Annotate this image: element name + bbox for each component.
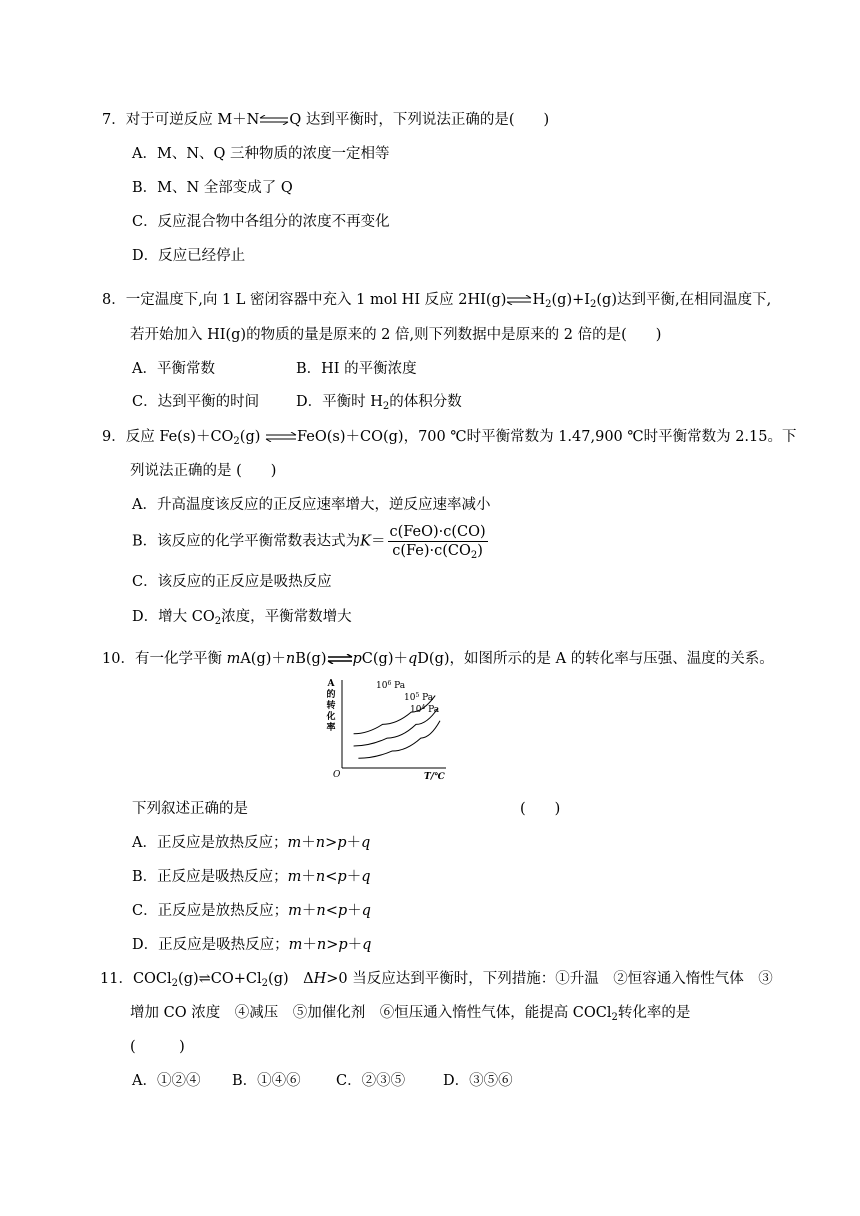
equilibrium-arrow-icon [506,295,532,305]
series-label-2: $10^5$ Pa [404,692,434,703]
conversion-rate-chart [322,678,462,784]
y-axis-label-char: 的 [326,690,336,700]
equilibrium-arrow-icon [265,432,297,442]
q8-option-b: B．HI 的平衡浓度 [296,361,417,377]
q7-option-a: A．M、N、Q 三种物质的浓度一定相等 [132,146,390,162]
y-axis-label-char: 化 [326,712,336,722]
q11-option-d: D．③⑤⑥ [443,1073,513,1089]
q8-stem: 8．一定温度下,向 1 L 密闭容器中充入 1 mol HI 反应 2HI(g) $H_2(g)+I_2(g)$达到平衡,在相同温度下, [102,292,772,310]
q10-prompt: 下列叙述正确的是 [132,801,248,817]
q9-stem-line2: 列说法正确的是 ( ) [130,463,277,479]
q7-option-b: B．M、N 全部变成了 Q [132,180,293,196]
equilibrium-arrow-icon [259,115,289,125]
series-layer [354,680,440,758]
q10-option-b: B．正反应是吸热反应；m＋n<p＋q [132,869,371,885]
y-axis-label [325,679,335,733]
equilibrium-constant-fraction: $\frac{\text{c(FeO)·c(CO)}}{c(Fe)\cdot c(CO_2)}$ [389,524,486,561]
series-line-3 [358,721,440,758]
q10-answer-blank: ( ) [520,801,561,817]
q8-stem-line2: 若开始加入 HI(g)的物质的量是原来的 2 倍,则下列数据中是原来的 2 倍的是( ) [130,327,662,343]
q9-stem: 9．反应 $Fe(s)+CO_2(g)$ FeO(s)＋CO(g)，700 ℃时平衡常数为 1.47,900 ℃时平衡常数为 2.15。下 [102,429,797,447]
q8-option-a: A．平衡常数 [132,361,215,377]
q7-stem: 7．对于可逆反应 M＋N Q 达到平衡时，下列说法正确的是( ) [102,112,550,128]
q9-option-d: D．增大 $CO_2$浓度，平衡常数增大 [132,609,352,627]
equilibrium-arrow-icon [327,654,353,664]
q9-option-c: C．该反应的正反应是吸热反应 [132,574,332,590]
origin-label: O [333,770,341,780]
q8-option-d: D．平衡时 $H_2$的体积分数 [296,394,462,412]
x-axis-label: T/℃ [424,772,445,782]
q9-option-b: B．该反应的化学平衡常数表达式为K＝ $\frac{\text{c(FeO)·c(CO)}}{c(Fe)\cdot c(CO_2)}$ [132,524,486,561]
q10-option-c: C．正反应是放热反应；m＋n<p＋q [132,903,371,919]
q7-option-d: D．反应已经停止 [132,248,246,264]
q8-option-c: C．达到平衡的时间 [132,394,260,410]
y-axis-label-char: 率 [326,723,336,733]
y-axis-label-char: 转 [326,701,336,711]
series-label-1: $10^6$ Pa [376,680,406,691]
q9-option-a: A．升高温度该反应的正反应速率增大，逆反应速率减小 [132,497,491,513]
q11-stem: 11．$COCl_2(g)\rightleftharpoons CO+Cl_2(g)$ ΔH>0 当反应达到平衡时，下列措施：①升温 ②恒容通入惰性气体 ③ [100,971,773,989]
q11-answer-blank: ( ) [130,1039,185,1055]
q11-option-a: A．①②④ [132,1073,201,1089]
q11-option-b: B．①④⑥ [232,1073,301,1089]
q11-option-c: C．②③⑤ [336,1073,406,1089]
q10-option-a: A．正反应是放热反应；m＋n>p＋q [132,835,371,851]
q10-stem: 10．有一化学平衡 mA(g)＋nB(g) pC(g)＋qD(g)，如图所示的是 A 的转化率与压强、温度的关系。 [102,651,774,667]
q7-option-c: C．反应混合物中各组分的浓度不再变化 [132,214,390,230]
y-axis-label-char: A [327,679,335,689]
q11-stem-line2: 增加 CO 浓度 ④减压 ⑤加催化剂 ⑥恒压通入惰性气体，能提高 COCl$_2$转化率的是 [130,1005,691,1023]
series-label-3: $10^4$ Pa [410,704,440,715]
q10-option-d: D．正反应是吸热反应；m＋n>p＋q [132,937,372,953]
